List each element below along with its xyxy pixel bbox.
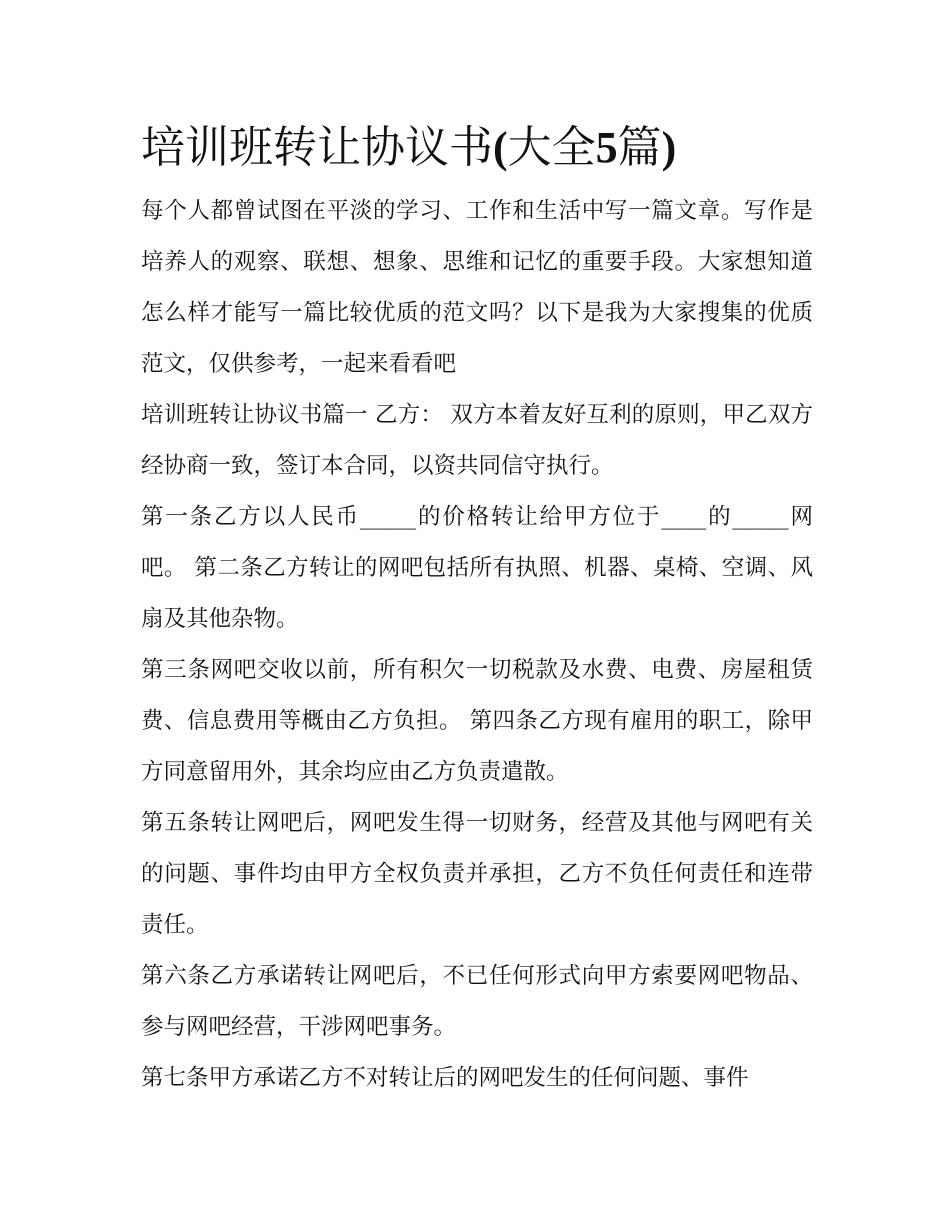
title-paren-close: ) [661,123,677,172]
title-number: 5 [595,123,618,172]
title-text: 培训班转让协议书 [141,122,493,173]
title-paren-open: ( [493,123,508,172]
document-title [141,112,813,184]
paragraph-article-5: 第五条转让网吧后，网吧发生得一切财务，经营及其他与网吧有关的问题、事件均由甲方全权负责并承担，乙方不负任何责任和连带责任。 [141,810,813,938]
paragraph-article-1-2: 第一条乙方以人民币_____的价格转让给甲方位于____的_____网吧。 第二条乙方转让的网吧包括所有执照、机器、桌椅、空调、风扇及其他杂物。 [141,504,813,632]
title-suffix: 篇 [617,122,662,173]
paragraph-article-3-4: 第三条网吧交收以前，所有积欠一切税款及水费、电费、房屋租赁费、信息费用等概由乙方负担。 第四条乙方现有雇用的职工，除甲方同意留用外，其余均应由乙方负责遣散。 [141,657,813,785]
document-body [141,112,813,1104]
paragraph-article-6: 第六条乙方承诺转让网吧后，不已任何形式向甲方索要网吧物品、参与网吧经营，干涉网吧事务。 [141,963,813,1040]
paragraph-article-7: 第七条甲方承诺乙方不对转让后的网吧发生的任何问题、事件 [141,1065,749,1091]
title-middle: 大全 [507,122,596,173]
paragraph-preamble: 培训班转让协议书篇一 乙方： 双方本着友好互利的原则，甲乙双方经协商一致，签订本合同，以资共同信守执行。 [141,402,813,479]
paragraph-intro: 每个人都曾试图在平淡的学习、工作和生活中写一篇文章。写作是培养人的观察、联想、想象、思维和记忆的重要手段。大家想知道怎么样才能写一篇比较优质的范文吗？以下是我为大家搜集的优质范文，仅供参考，一起来看看吧 [141,198,813,377]
